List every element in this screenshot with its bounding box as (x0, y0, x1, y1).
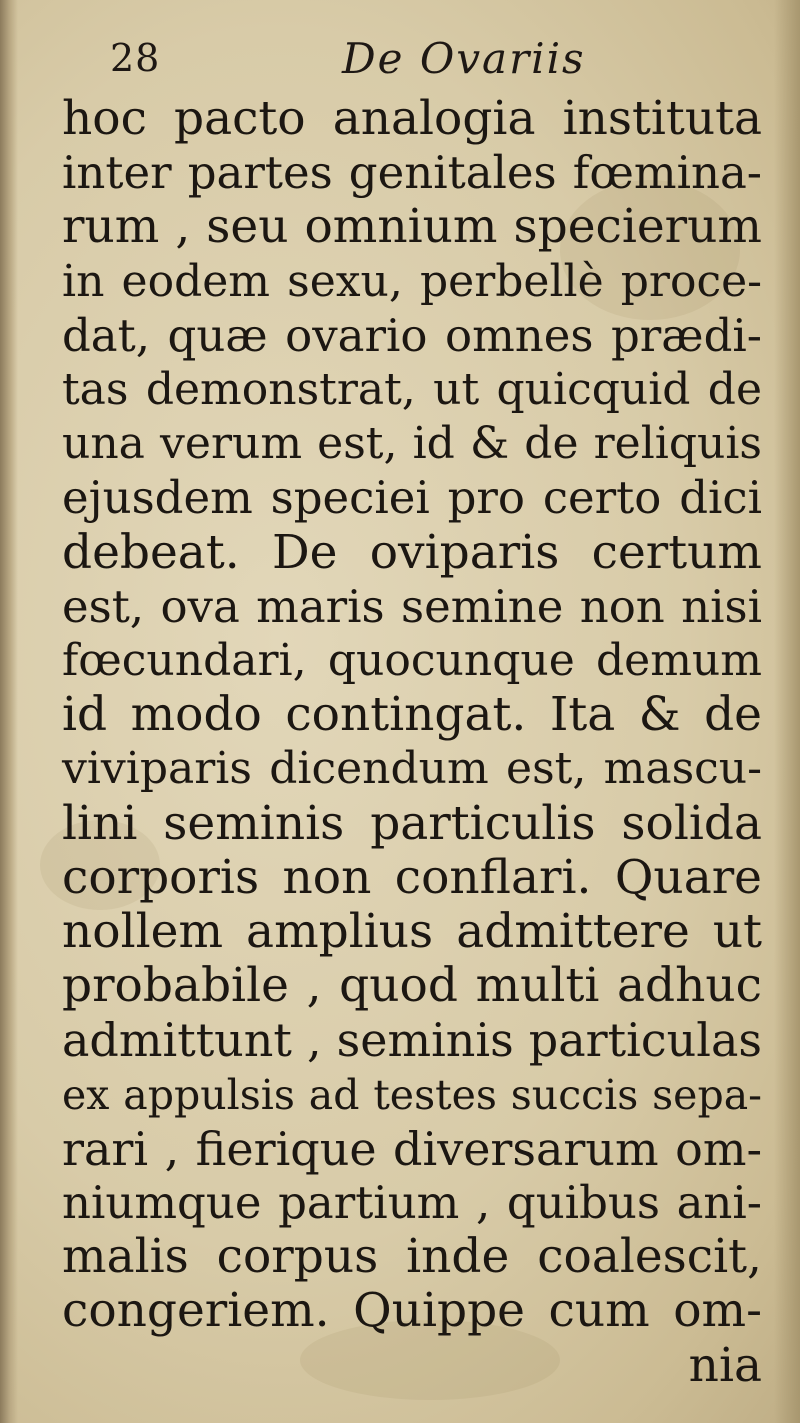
text-line: malis corpus inde coalescit, (62, 1229, 762, 1285)
text-line: inter partes genitales fœmina- (62, 146, 762, 200)
page-header (110, 36, 740, 96)
body-text (62, 92, 762, 1393)
text-line: tas demonstrat, ut quicquid de (62, 364, 762, 416)
text-line: id modo contingat. Ita & de (62, 687, 762, 743)
text-line: viviparis dicendum est, mascu- (62, 743, 762, 795)
text-line: rum , seu omnium specierum (62, 199, 762, 255)
text-line: lini seminis particulis solida (62, 795, 762, 851)
text-line: niumque partium , quibus ani- (62, 1176, 762, 1230)
text-line: ex appulsis ad testes succis sepa- (62, 1070, 762, 1119)
text-line: una verum est, id & de reliquis (62, 418, 762, 470)
text-line: corporis non conflari. Quare (62, 849, 762, 905)
catchword: nia (688, 1337, 762, 1393)
page-number: 28 (110, 36, 161, 80)
text-line: ejusdem speciei pro certo dici (62, 471, 762, 525)
text-line: fœcundari, quocunque demum (62, 635, 762, 687)
text-line: congeriem. Quippe cum om- (62, 1283, 762, 1339)
text-line: hoc pacto analogia instituta (62, 91, 762, 146)
text-line: admittunt , seminis particulas (62, 1013, 762, 1068)
text-line: dat, quæ ovario omnes prædi- (62, 308, 762, 362)
text-line: in eodem sexu, perbellè proce- (62, 255, 762, 307)
text-line: probabile , quod multi adhuc (62, 958, 762, 1014)
text-line: est, ova maris semine non nisi (62, 579, 762, 633)
text-line: nollem amplius admittere ut (62, 904, 762, 960)
text-line: rari , fierique diversarum om- (62, 1121, 762, 1176)
running-head: De Ovariis (342, 34, 586, 83)
text-line: debeat. De oviparis certum (62, 524, 762, 580)
